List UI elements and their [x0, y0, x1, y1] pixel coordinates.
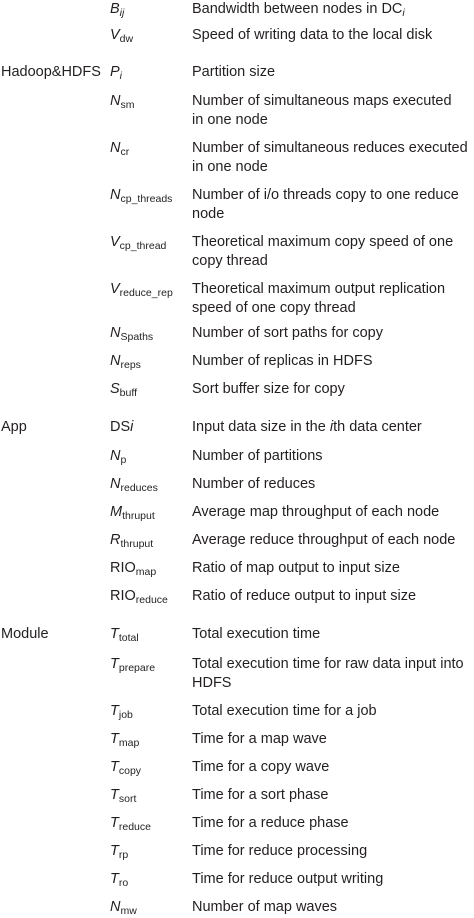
parameter-description	[192, 280, 474, 318]
parameter-description	[192, 0, 474, 19]
symbol-base: V	[110, 27, 120, 43]
category-label: Module	[1, 626, 49, 642]
symbol-subscript: cp_threads	[120, 193, 173, 205]
parameter-symbol	[110, 418, 133, 437]
symbol-base: RIO	[110, 588, 136, 604]
parameter-description	[192, 730, 474, 749]
description-line: Number of simultaneous maps executed	[192, 93, 452, 109]
symbol-base: T	[110, 656, 119, 672]
symbol-subscript: cr	[120, 146, 130, 158]
parameter-symbol	[110, 0, 124, 19]
symbol-subscript: i	[130, 419, 134, 435]
symbol-base: N	[110, 476, 121, 492]
symbol-subscript: buff	[119, 387, 137, 399]
description-line: Bandwidth between nodes in $DC_i$	[192, 1, 405, 19]
parameter-description	[192, 26, 474, 45]
parameter-description	[192, 186, 474, 224]
parameter-description	[192, 503, 474, 522]
parameter-symbol	[110, 26, 133, 45]
description-line: Number of reduces	[192, 476, 316, 492]
parameter-description	[192, 92, 474, 130]
parameter-description	[192, 324, 474, 343]
symbol-subscript: cp_thread	[119, 240, 167, 252]
symbol-base: M	[110, 504, 123, 520]
description-line: Number of simultaneous reduces executed	[192, 140, 468, 156]
symbol-base: T	[110, 703, 119, 719]
symbol-base: DS	[110, 419, 131, 435]
symbol-base: T	[110, 843, 119, 859]
symbol-base: T	[110, 787, 119, 803]
parameter-symbol	[110, 63, 122, 82]
parameter-description	[192, 655, 474, 693]
parameter-description	[192, 587, 474, 606]
symbol-subscript: reduces	[120, 482, 158, 494]
parameter-symbol	[110, 352, 141, 371]
description-line: copy thread	[192, 253, 268, 269]
symbol-subscript: total	[118, 632, 139, 644]
parameter-description	[192, 233, 474, 271]
parameter-symbol	[110, 280, 173, 299]
symbol-base: T	[110, 871, 119, 887]
symbol-subscript: reps	[120, 359, 141, 371]
parameter-symbol	[110, 380, 137, 399]
parameter-description	[192, 531, 474, 550]
symbol-subscript: dw	[119, 33, 134, 45]
parameter-symbol	[110, 503, 155, 522]
symbol-base: T	[110, 731, 119, 747]
description-line: node	[192, 206, 225, 222]
description-line: Average map throughput of each node	[192, 504, 440, 520]
parameter-symbol	[110, 730, 139, 749]
parameter-symbol	[110, 898, 137, 917]
description-line: Total execution time	[192, 626, 321, 642]
parameter-description	[192, 352, 474, 371]
parameter-description	[192, 870, 474, 889]
parameter-symbol	[110, 655, 155, 674]
description-line: in one node	[192, 159, 268, 175]
parameter-symbol	[110, 186, 172, 205]
parameter-symbol	[110, 324, 153, 343]
symbol-subscript: sort	[118, 793, 137, 805]
parameter-symbol	[110, 625, 139, 644]
symbol-base: P	[110, 64, 120, 80]
symbol-base: N	[110, 448, 121, 464]
symbol-base: S	[110, 381, 120, 397]
parameter-description	[192, 447, 474, 466]
parameter-symbol	[110, 814, 151, 833]
description-line: in one node	[192, 112, 268, 128]
parameter-description	[192, 625, 474, 644]
parameter-description	[192, 842, 474, 861]
parameter-description	[192, 475, 474, 494]
parameter-symbol	[110, 758, 141, 777]
symbol-base: R	[110, 532, 121, 548]
parameter-description	[192, 814, 474, 833]
parameter-symbol	[110, 702, 133, 721]
symbol-subscript: map	[118, 737, 140, 749]
symbol-base: N	[110, 353, 121, 369]
symbol-base: N	[110, 140, 121, 156]
symbol-base: T	[110, 815, 119, 831]
description-line: Partition size	[192, 64, 276, 80]
description-line: Ratio of map output to input size	[192, 560, 400, 576]
parameter-symbol	[110, 233, 166, 252]
symbol-subscript: p	[120, 454, 127, 466]
symbol-subscript: reduce	[135, 594, 168, 606]
parameter-description	[192, 702, 474, 721]
symbol-base: N	[110, 93, 121, 109]
description-line: Number of partitions	[192, 448, 323, 464]
parameter-symbol	[110, 842, 128, 861]
description-line: Time for a reduce phase	[192, 815, 349, 831]
description-line: Theoretical maximum output replication	[192, 281, 446, 297]
symbol-subscript: prepare	[118, 662, 156, 674]
symbol-base: N	[110, 899, 121, 915]
symbol-base: N	[110, 325, 121, 341]
symbol-base: V	[110, 281, 120, 297]
symbol-subscript: sm	[120, 99, 135, 111]
parameter-description	[192, 559, 474, 578]
symbol-subscript: reduce	[118, 821, 151, 833]
description-line: Ratio of reduce output to input size	[192, 588, 417, 604]
parameter-description	[192, 758, 474, 777]
description-line: Number of replicas in HDFS	[192, 353, 373, 369]
symbol-subscript: mw	[120, 905, 137, 917]
parameter-symbol	[110, 870, 128, 889]
symbol-subscript: thruput	[120, 538, 154, 550]
description-line: Time for reduce processing	[192, 843, 368, 859]
description-line: Total execution time for raw data input into	[192, 656, 464, 672]
description-line: Theoretical maximum copy speed of one	[192, 234, 454, 250]
parameter-description	[192, 139, 474, 177]
description-line: Speed of writing data to the local disk	[192, 27, 433, 43]
description-subscript: i	[402, 7, 405, 19]
description-line: Sort buffer size for copy	[192, 381, 345, 397]
symbol-base: N	[110, 187, 121, 203]
symbol-base: T	[110, 759, 119, 775]
description-line: Input data size in the ith data center	[192, 419, 422, 435]
symbol-base: RIO	[110, 560, 136, 576]
symbol-base: V	[110, 234, 120, 250]
parameter-description	[192, 786, 474, 805]
parameter-description	[192, 380, 474, 399]
parameter-symbol	[110, 92, 134, 111]
description-line: Time for a copy wave	[192, 759, 330, 775]
symbol-base: B	[110, 1, 120, 17]
description-line: Time for reduce output writing	[192, 871, 384, 887]
symbol-subscript: reduce_rep	[119, 287, 173, 299]
parameter-symbol	[110, 447, 126, 466]
description-line: Total execution time for a job	[192, 703, 377, 719]
parameter-symbol	[110, 786, 136, 805]
description-line: Time for a sort phase	[192, 787, 329, 803]
symbol-subscript: thruput	[122, 510, 155, 522]
symbol-subscript: copy	[118, 765, 142, 777]
symbol-base: T	[110, 626, 119, 642]
category-label: App	[1, 419, 27, 435]
symbol-subscript: rp	[118, 849, 129, 861]
symbol-subscript: ro	[118, 877, 129, 889]
parameter-symbol	[110, 587, 168, 606]
parameter-symbol	[110, 139, 129, 158]
parameter-symbol	[110, 531, 153, 550]
parameter-symbol	[110, 475, 158, 494]
description-line: Number of map waves	[192, 899, 338, 915]
symbol-subscript: job	[118, 709, 133, 721]
parameter-symbol	[110, 559, 156, 578]
description-line: Number of i/o threads copy to one reduce	[192, 187, 459, 203]
description-line: HDFS	[192, 675, 232, 691]
description-line: Average reduce throughput of each node	[192, 532, 456, 548]
symbol-subscript: Spaths	[120, 331, 154, 343]
parameter-description	[192, 898, 474, 917]
description-line: Time for a map wave	[192, 731, 327, 747]
description-line: speed of one copy thread	[192, 300, 356, 316]
category-label: Hadoop&HDFS	[1, 64, 101, 80]
description-line: Number of sort paths for copy	[192, 325, 383, 341]
symbol-subscript: ij	[119, 7, 125, 19]
parameter-description	[192, 63, 474, 82]
symbol-subscript: map	[135, 566, 157, 578]
parameter-description	[192, 418, 474, 437]
symbol-subscript: i	[119, 70, 123, 82]
